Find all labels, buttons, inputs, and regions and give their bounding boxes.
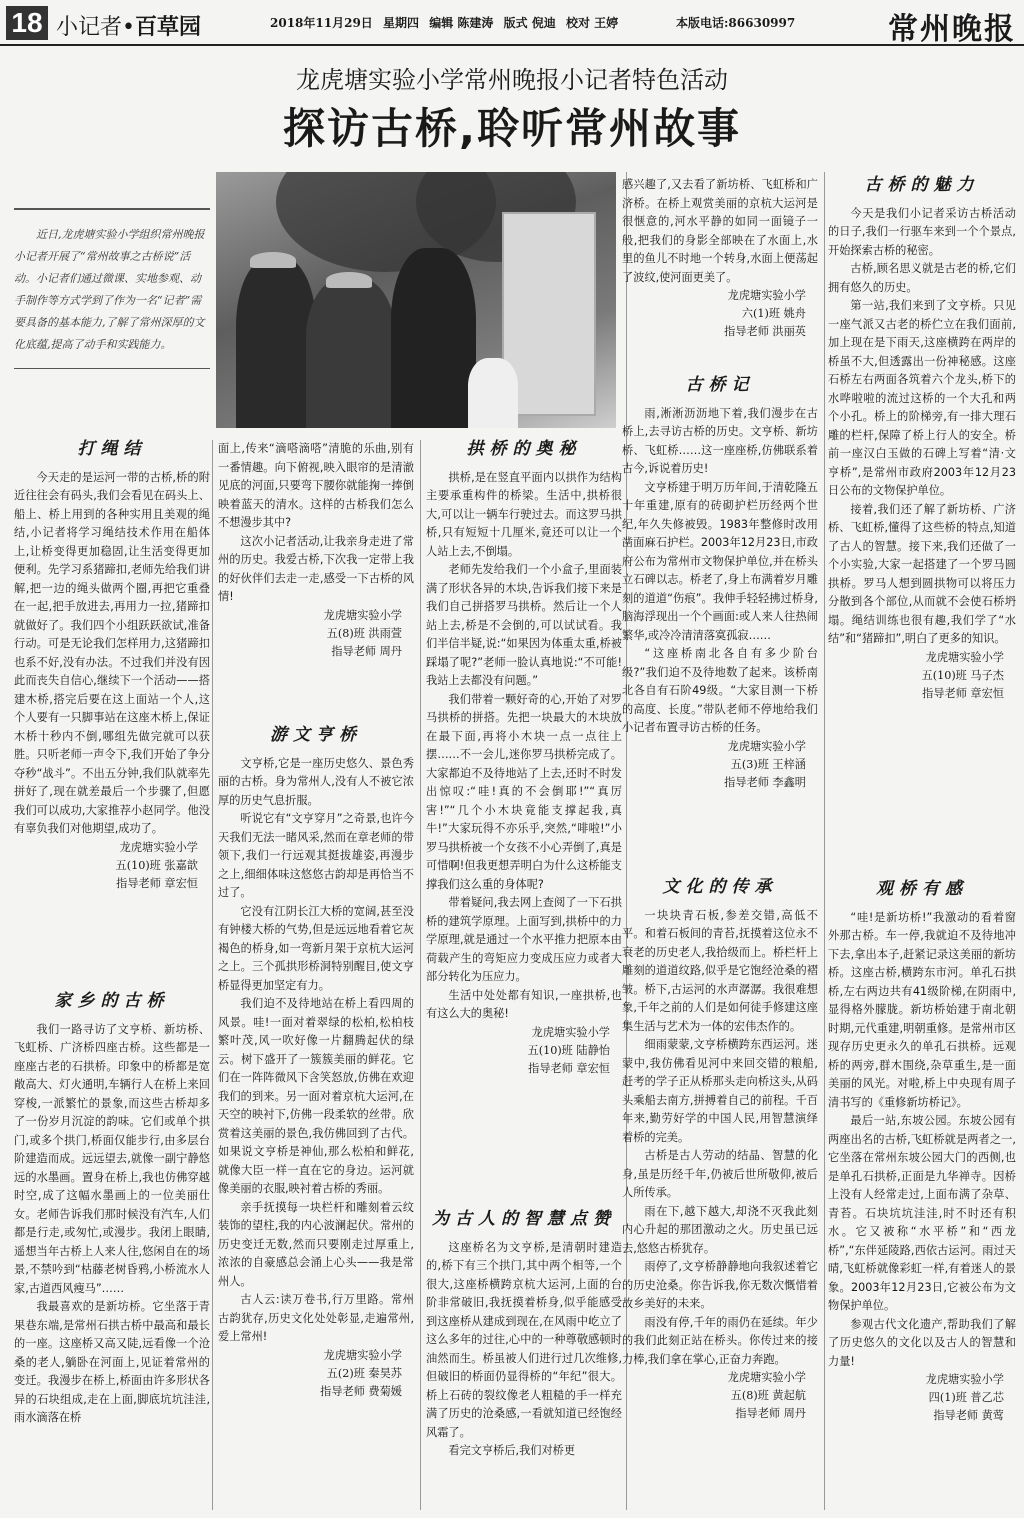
- signature-student: 五(8)班 黄起航: [730, 1389, 806, 1402]
- signature-student: 五(10)班 马子杰: [921, 668, 1004, 682]
- signature-teacher: 指导老师 李鑫明: [724, 775, 806, 789]
- article-signature: [828, 649, 1016, 703]
- article-paragraph: 接着,我们还了解了新坊桥、广济桥、飞虹桥,懂得了这些桥的特点,知道了古人的智慧。接下来,我们还做了一个小实验,大家一起搭建了一个罗马圆拱桥。罗马人想到圆拱物可以将压力分散到各个部位,从而就不会使石桥坍塌。绳结训练也很有趣,我们学了“水结”和“猪蹄扣”,明白了更多的知识。: [828, 502, 1016, 645]
- article-title: 家乡的古桥: [54, 991, 170, 1011]
- article-title: 游文亨桥: [270, 725, 362, 745]
- article-paragraph: 一块块青石板,参差交错,高低不平。和着石板间的青苔,抚摸着这位永不衰老的历史老人,我拾级而上。桥栏杆上雕刻的道道纹路,似乎是它饱经沧桑的褶皱。桥下,古运河的水声潺潺。我很难想象,千年之前的人们是如何徒手修建这座集生活与艺术为一体的宏伟杰作的。: [622, 908, 818, 1033]
- article-impression: [828, 880, 1016, 1425]
- signature-student: 六(1)班 姚舟: [741, 307, 806, 320]
- article-signature: [218, 1347, 414, 1401]
- article-paragraph: 雨在下,越下越大,却浇不灭我此刻内心升起的那团激动之火。历史虽已远去,悠悠古桥犹存。: [622, 1204, 818, 1255]
- article-title: 古桥记: [685, 375, 755, 395]
- article-tour: [218, 726, 414, 1401]
- signature-school: 龙虎塘实验小学: [727, 289, 806, 302]
- signature-student: 四(1)班 普乙芯: [928, 1391, 1004, 1404]
- issue-layout: 版式 倪迪: [503, 16, 556, 30]
- photo-child: [236, 258, 316, 428]
- article-paragraph: 感兴趣了,又去看了新坊桥、飞虹桥和广济桥。在桥上观赏美丽的京杭大运河是很惬意的,河水平静的如同一面镜子一般,把我们的身影全部映在了水面上,水里的鱼儿不时地一个转身,水面上便荡起了波纹,使河面更美了。: [622, 178, 818, 284]
- article-paragraph: 我们一路寻访了文亨桥、新坊桥、飞虹桥、广济桥四座古桥。这些都是一座座古老的石拱桥。印象中的桥都是宽敞高大、灯火通明,车辆行人在桥上来回穿梭,一派繁忙的景象,而这些古桥却多了一份岁月沉淀的韵味。它们或单个拱门,或多个拱门,桥面仅能步行,由多层台阶建造而成。远远望去,就像一副宁静悠远的水墨画。置身在桥上,我也仿佛穿越时空,成了这幅水墨画上的一位美丽仕女。老师告诉我们那时候没有汽车,人们都是行走,或匆忙,或漫步。我闭上眼睛,遥想当年古桥上人来人往,悠闲自在的场景,不禁吟到“枯藤老树昏鸦,小桥流水人家,古道西风瘦马”……: [14, 1022, 210, 1295]
- article-paragraph: 文亨桥,它是一座历史悠久、景色秀丽的古桥。身为常州人,没有人不被它浓厚的历史气息折服。: [218, 756, 414, 807]
- article-arch: [426, 440, 622, 1078]
- signature-school: 龙虎塘实验小学: [727, 1371, 806, 1384]
- issue-phone: 本版电话:86630997: [676, 16, 796, 30]
- article-wisdom-cont: [622, 176, 818, 341]
- article-paragraph: 参观古代文化遗产,帮助我们了解了历史悠久的文化以及古人的智慧和力量!: [828, 1317, 1016, 1368]
- signature-teacher: 指导老师 费菊媛: [320, 1384, 402, 1398]
- signature-student: 五(3)班 王梓涵: [730, 757, 806, 771]
- article-paragraph: 这座桥名为文亨桥,是清朝时建造的,桥下有三个拱门,其中两个相等,一个很大,这座桥横跨京杭大运河,上面的台阶非常破旧,我抚摸着桥身,似乎能感受到这座桥从建成到现在,在风雨中屹立了这么多年的过往,心中的一种尊敬感顿时油然而生。桥虽被人们进行过几次维修,但破旧的桥面仍显得桥的“年纪”很大。桥上石砖的裂纹像老人粗糙的手一样充满了历史的沧桑感,一看就知道已经饱经风霜了。: [426, 1240, 622, 1439]
- issue-weekday: 星期四: [383, 16, 420, 30]
- section-name: [56, 10, 201, 41]
- signature-student: 五(10)班 陆静怡: [527, 1043, 610, 1057]
- signature-teacher: 指导老师 周丹: [331, 644, 402, 658]
- article-paragraph: 老师先发给我们一个小盒子,里面装满了形状各异的木块,告诉我们接下来是我们自己拼搭罗马拱桥。然后让一个人站上去,桥是不会倒的,可以试试看。我们半信半疑,说:“如果因为体重太重,桥被踩塌了呢?”老师一脸认真地说:“不可能!我站上去都没有问题。”: [426, 563, 622, 687]
- article-paragraph: 古桥,顾名思义就是古老的桥,它们拥有悠久的历史。: [828, 262, 1016, 294]
- article-paragraph: 雨停了,文亨桥静静地向我叙述着它的历史沧桑。你告诉我,你无数次慨惜着故乡美好的未来。: [622, 1260, 818, 1310]
- signature-school: 龙虎塘实验小学: [323, 1348, 402, 1362]
- signature-school: 龙虎塘实验小学: [727, 739, 806, 753]
- signature-school: 龙虎塘实验小学: [531, 1025, 610, 1039]
- article-paragraph: “哇!是新坊桥!”我激动的看着窗外那古桥。车一停,我就迫不及待地冲下去,拿出本子,赶紧记录这美丽的新坊桥。这座古桥,横跨东市河。单孔石拱桥,左右两边共有41级阶梯,在阴雨中,显得格外朦胧。新坊桥始建于南北朝时期,元代重建,明朝重修。是常州市区现存历史更永久的单孔石拱桥。远观桥的两旁,群木围绕,杂草重生,是一面美丽的风光。对啦,桥上中央现有周子清书写的《重修新坊桥记》。: [828, 910, 1016, 1109]
- article-paragraph: 我们迫不及待地站在桥上看四周的风景。哇!一面对着翠绿的松柏,松柏枝繁叶茂,风一吹好像一片翻腾起伏的绿云。树下盛开了一簇簇美丽的鲜花。它们在一阵阵微风下含笑怒放,仿佛在欢迎我们的到来。另一面对着京杭大运河,在天空的映衬下,仿佛一段柔软的丝带。欣赏着这美丽的景色,我仿佛回到了古代。如果说文亨桥是神仙,那么松柏和鲜花,就像大臣一样一直在它的身边。运河就像美丽的衣服,映衬着古桥的秀丽。: [218, 997, 414, 1195]
- article-paragraph: 我最喜欢的是新坊桥。它坐落于青果巷东端,是常州石拱古桥中最高和最长的一座。这座桥又高又陡,远看像一个沧桑的老人,躺卧在河面上,见证着常州的变迁。我漫步在桥上,桥面由许多形状各异的石块组成,走在上面,脚底坑坑洼洼,雨水滴落在桥: [14, 1300, 210, 1424]
- article-signature: [622, 1369, 818, 1423]
- article-paragraph: 面上,传来“滴嗒滴嗒”清脆的乐曲,别有一番情趣。向下俯视,映入眼帘的是清澈见底的河面,只要弯下腰你就能掬一捧倒映着蓝天的清水。这样的古桥我们怎么不想漫步其中?: [218, 442, 414, 529]
- photo-child-2: [306, 278, 396, 428]
- article-paragraph: 古桥是古人劳动的结晶、智慧的化身,虽是历经千年,仍被后世所敬仰,被后人所传承。: [622, 1149, 818, 1199]
- article-title: 为古人的智慧点赞: [432, 1209, 616, 1229]
- signature-teacher: 指导老师 周丹: [735, 1407, 806, 1420]
- signature-school: 龙虎塘实验小学: [323, 608, 402, 622]
- article-title: 古桥的魅力: [864, 175, 980, 195]
- page-title: 探访古桥,聆听常州故事: [283, 104, 741, 153]
- article-title: 打绳结: [77, 439, 147, 459]
- issue-editor: 编辑 陈建涛: [429, 16, 494, 30]
- intro-summary: 近日,龙虎塘实验小学组织常州晚报小记者开展了“常州故事之古桥说”活动。小记者们通过微课、实地参观、动手制作等方式学到了作为一名“记者”需要具备的基本能力,了解了常州深厚的文化底蕴,提高了动手和实践能力。: [14, 208, 210, 369]
- page-number: 18: [6, 6, 48, 40]
- photo-cap-2: [326, 272, 372, 288]
- article-paragraph: “这座桥南北各自有多少阶台级?”我们迫不及待地数了起来。该桥南北各自有石阶49级。“大家目测一下桥的高度、长度。”带队老师不停地给我们小记者布置寻访古桥的任务。: [622, 647, 818, 734]
- article-charm: [828, 176, 1016, 703]
- article-signature: [218, 607, 414, 661]
- article-paragraph: 今天是我们小记者采访古桥活动的日子,我们一行驱车来到一个个景点,开始探索古桥的秘密。: [828, 206, 1016, 257]
- section-dot: •: [122, 15, 135, 40]
- column-rule: [212, 440, 213, 1510]
- article-paragraph: 古人云:读万卷书,行万里路。常州古韵犹存,历史文化处处彰显,走遍常州,爱上常州!: [218, 1293, 414, 1343]
- article-paragraph: 带着疑问,我去网上查阅了一下石拱桥的建筑学原理。上面写到,拱桥中的力学原理,就是通过一个水平推力把原本由荷载产生的弯矩应力变成压应力或者大部分转化为压应力。: [426, 896, 622, 983]
- article-title: 观桥有感: [876, 879, 968, 899]
- newspaper-masthead: 常州晚报: [888, 12, 1016, 47]
- article-paragraph: 细雨蒙蒙,文亨桥横跨东西运河。迷蒙中,我仿佛看见河中来回交错的粮船,赶考的学子正从桥那头走向桥这头,从码头乘船去南方,拼搏着自己的前程。千百年来,勤劳好学的中国人民,用智慧演绎着桥的完美。: [622, 1038, 818, 1144]
- column-rule: [420, 440, 421, 1510]
- article-signature: [828, 1371, 1016, 1425]
- article-culture: [622, 878, 818, 1423]
- signature-school: 龙虎塘实验小学: [925, 650, 1004, 664]
- signature-teacher: 指导老师 黄莺: [933, 1409, 1004, 1422]
- article-paragraph: 第一站,我们来到了文亨桥。只见一座气派又古老的桥伫立在我们面前,加上现在是下雨天,这座横跨在两岸的桥虽不大,但透露出一份神秘感。这座石桥左右两面各筑着六个龙头,桥下的水哗啦啦的流过这桥的一个大孔和两个小孔。桥上的阶梯旁,有一排大理石雕的栏杆,保障了桥上行人的安全。桥前一座汉白玉做的石碑上写着“清·文亨桥”,是常州市政府2003年12月23日公布的文物保护单位。: [828, 299, 1016, 497]
- article-photo: [216, 172, 616, 428]
- section-name-a: 小记者: [56, 15, 123, 40]
- photo-cap: [250, 252, 296, 268]
- article-paragraph: 这次小记者活动,让我亲身走进了常州的历史。我爱古桥,下次我一定带上我的好伙伴们去走一走,感受一下古桥的风情!: [218, 534, 414, 603]
- page-subtitle: 龙虎塘实验小学常州晚报小记者特色活动: [296, 66, 728, 94]
- article-paragraph: 生活中处处都有知识,一座拱桥,也有这么大的奥秘!: [426, 988, 622, 1020]
- article-signature: [622, 738, 818, 792]
- article-wisdom: [426, 1210, 622, 1461]
- article-paragraph: 今天走的是运河一带的古桥,桥的附近往往会有码头,我们会看见在码头上、船上、桥上用到的各种实用且美观的绳结,小记者将学习绳结技术作用在船体上,让桥变得更加稳固,让生活变得更加便利。先学习系猪蹄扣,老师先给我们讲解,把一边的绳头做两个圈,再把它重叠在一起,把手放进去,再用力一拉,猪蹄扣就做好了。我们四个小组跃跃欲试,准备行动。可是无论我们怎样用力,这猪蹄扣也系不好,没有办法。不过我们并没有因此而丧失自信心,继续下一个活动——搭建木桥,搭完后要在这上面站一个人,这个人要有一只脚事站在这座木桥上,保证木桥十秒内不倒,哪组先做完就可以获胜。只听老师一声令下,我们开始了争分夺秒“战斗”。不出五分钟,我们队就率先拼好了,现在就差最后一个步骤了,但愿我们可以成功,大家推荐小赵同学。他没有辜负我们对他期望,成功了。: [14, 470, 210, 835]
- page-header: [0, 0, 1024, 46]
- signature-teacher: 指导老师 章宏恒: [922, 686, 1004, 700]
- photo-bag: [468, 358, 518, 428]
- article-paragraph: 听说它有“文亨穿月”之奇景,也许今天我们无法一睹风采,然而在章老师的带领下,我们一行远观其挺拔雄姿,再漫步之上,细细体味这悠悠古韵却是再恰当不过了。: [218, 812, 414, 899]
- signature-student: 五(2)班 秦昊苏: [326, 1366, 402, 1380]
- signature-school: 龙虎塘实验小学: [119, 840, 198, 854]
- signature-teacher: 指导老师 洪丽英: [724, 325, 806, 338]
- article-knot: [14, 440, 210, 893]
- column-rule: [824, 172, 825, 1510]
- article-paragraph: 拱桥,是在竖直平面内以拱作为结构主要承重构件的桥梁。生活中,拱桥很大,可以让一辆车行驶过去。而这罗马拱桥,只有短短十几厘米,竟还可以让一个人站上去,不倒塌。: [426, 470, 622, 558]
- issue-meta: [270, 14, 624, 31]
- article-signature: [14, 839, 210, 893]
- signature-school: 龙虎塘实验小学: [925, 1373, 1004, 1386]
- article-hometown-cont: [218, 440, 414, 661]
- signature-student: 五(10)班 张嘉歆: [115, 858, 198, 872]
- article-paragraph: 亲手抚摸每一块栏杆和雕刻着云纹装饰的望柱,我的内心波澜起伏。常州的历史变迁无数,然而只要刚走过厚重上,浓浓的自豪感总会涌上心头——我是常州人。: [218, 1200, 414, 1288]
- section-name-b: 百草园: [135, 15, 202, 40]
- signature-teacher: 指导老师 章宏恒: [116, 876, 198, 890]
- article-paragraph: 雨没有停,千年的雨仍在延续。年少的我们此刻正站在桥头。你传过来的接力棒,我们拿在掌心,正奋力奔跑。: [622, 1315, 818, 1366]
- article-hometown: [14, 992, 210, 1428]
- photo-child-3: [391, 248, 476, 428]
- article-paragraph: 最后一站,东坡公园。东坡公园有两座出名的古桥,飞虹桥就是两者之一,它坐落在常州东坡公园大门的西侧,也是单孔石拱桥,正面是九华禅寺。因桥上没有人经常走过,上面布满了杂草、青苔。石块坑坑洼洼,时不时还有积水。它又被称“水平桥”和“西龙桥”,“东伴延陵路,西依古运河。雨过天晴,飞虹桥就像彩虹一样,有着迷人的景象。2003年12月23日,它被公布为文物保护单位。: [828, 1114, 1016, 1312]
- article-record: [622, 376, 818, 792]
- article-signature: [622, 287, 818, 341]
- article-title: 拱桥的奥秘: [466, 439, 582, 459]
- article-paragraph: 我们带着一颗好奇的心,开始了对罗马拱桥的拼搭。先把一块最大的木块放在最下面,再将小木块一点一点往上摆……不一会儿,迷你罗马拱桥完成了。大家都迫不及待地站了上去,还时不时发出惊叹:“哇!真的不会倒耶!”“真厉害!”“几个小木块竟能支撑起我,真牛!”大家玩得不亦乐乎,突然,“啡啦!”小罗马拱桥被一个女孩不小心弄倒了,真是可惜啊!但我更想弄明白为什么这桥能支撑我们这么重的身体呢?: [426, 692, 622, 891]
- signature-student: 五(8)班 洪雨萱: [326, 626, 402, 640]
- signature-teacher: 指导老师 章宏恒: [528, 1061, 610, 1075]
- article-paragraph: 文亨桥建于明万历年间,于清乾隆五十年重建,原有的砖砌护栏历经两个世纪,年久失修被毁。1983年整修时改用凿面麻石护栏。2003年12月23日,市政府公布为常州市文物保护单位,并在桥头立石碑以志。桥老了,身上布满着岁月雕刻的道道“伤痕”。我伸手轻轻拂过桥身,脑海浮现出一个个画面:或人来人往热闹繁华,或冷冷清清落寞孤寂……: [622, 480, 818, 642]
- issue-date: 2018年11月29日: [270, 16, 373, 30]
- article-paragraph: 看完文亨桥后,我们对桥更: [448, 1444, 576, 1457]
- article-title: 文化的传承: [662, 877, 778, 897]
- article-signature: [426, 1024, 622, 1078]
- issue-proof: 校对 王婷: [565, 16, 619, 30]
- article-paragraph: 它没有江阴长江大桥的宽阔,甚至没有钟楼大桥的气势,但是远远地看着它灰褐色的桥身,如一弯新月架于京杭大运河之上。三个孤拱形桥洞特别醒目,使文亨桥显得更加坚定有力。: [218, 904, 414, 992]
- article-paragraph: 雨,淅淅沥沥地下着,我们漫步在古桥上,去寻访古桥的历史。文亨桥、新坊桥、飞虹桥……这一座座桥,仿佛联系着古今,诉说着历史!: [622, 406, 818, 475]
